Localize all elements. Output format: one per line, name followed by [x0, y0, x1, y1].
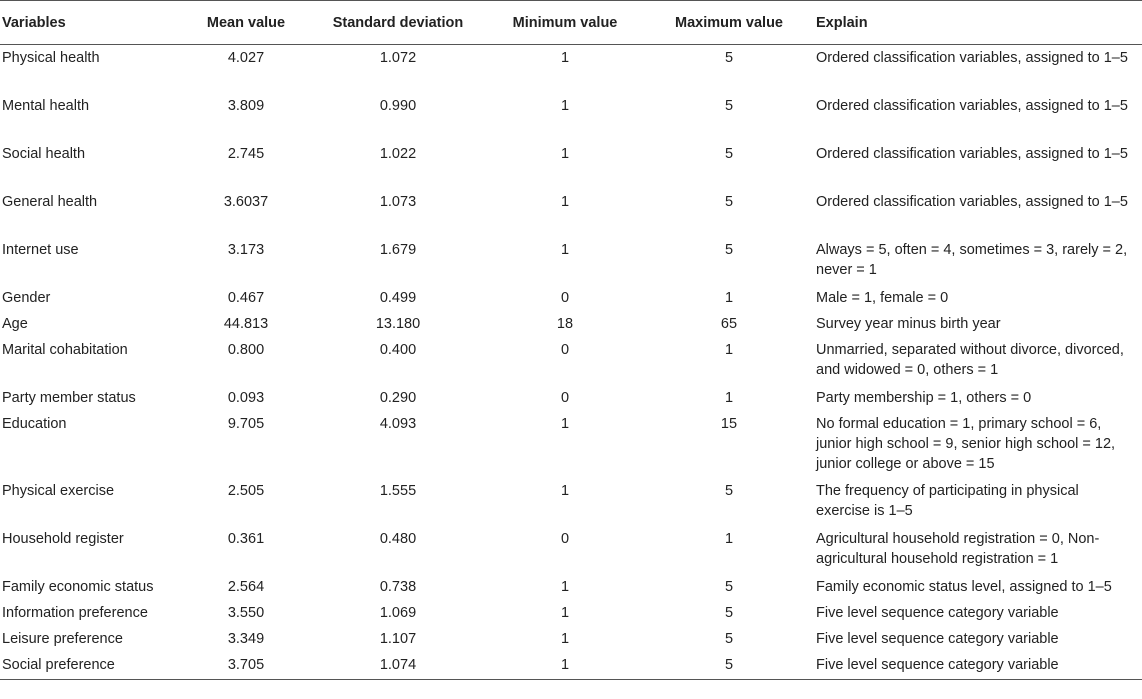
table-row	[0, 526, 1142, 574]
sd-cell: 0.738	[379, 578, 417, 595]
table-row	[0, 411, 1142, 478]
mean-cell: 3.809	[227, 97, 265, 114]
variable-cell: General health	[2, 193, 98, 210]
explain-cell: Always = 5, often = 4, sometimes = 3, rarely = 2, never = 1	[816, 241, 1128, 278]
mean-cell: 9.705	[227, 415, 265, 432]
table-body	[0, 45, 1142, 680]
min-cell: 0	[560, 341, 570, 358]
min-cell: 18	[556, 315, 574, 332]
variable-cell: Age	[2, 315, 28, 332]
header-minimum-value: Minimum value	[484, 1, 646, 45]
variable-cell: Information preference	[2, 604, 148, 621]
mean-cell: 4.027	[227, 50, 265, 66]
table-row	[0, 311, 1142, 337]
table-row	[0, 337, 1142, 385]
max-cell: 15	[720, 415, 738, 432]
explain-cell: Five level sequence category variable	[816, 604, 1059, 621]
sd-cell: 0.499	[379, 289, 417, 306]
max-cell: 5	[724, 97, 734, 114]
variable-cell: Mental health	[2, 97, 90, 114]
header-explain: Explain	[812, 1, 1142, 45]
header-variables: Variables	[0, 1, 180, 45]
mean-cell: 2.745	[227, 145, 265, 162]
mean-cell: 44.813	[223, 315, 269, 332]
mean-cell: 2.505	[227, 482, 265, 499]
sd-cell: 13.180	[375, 315, 421, 332]
max-cell: 1	[724, 389, 734, 406]
sd-cell: 1.073	[379, 193, 417, 210]
explain-cell: Five level sequence category variable	[812, 652, 1142, 680]
min-cell: 0	[560, 530, 570, 547]
min-cell: 0	[560, 389, 570, 406]
sd-cell: 1.107	[379, 630, 417, 647]
mean-cell: 0.093	[227, 389, 265, 406]
table-header	[0, 1, 1142, 45]
min-cell: 1	[560, 630, 570, 647]
sd-cell: 1.072	[379, 50, 417, 66]
variable-cell: Party member status	[2, 389, 136, 406]
header-standard-deviation: Standard deviation	[312, 1, 484, 45]
variable-cell: Gender	[2, 289, 51, 306]
variable-cell: Internet use	[2, 241, 79, 258]
explain-cell: The frequency of participating in physical exercise is 1–5	[816, 482, 1079, 519]
mean-cell: 0.800	[227, 341, 265, 358]
variable-cell: Physical exercise	[2, 482, 115, 499]
min-cell: 1	[560, 415, 570, 432]
max-cell: 5	[646, 652, 812, 680]
table-row	[0, 93, 1142, 141]
sd-cell: 1.069	[379, 604, 417, 621]
min-cell: 1	[560, 241, 570, 258]
mean-cell: 3.349	[227, 630, 265, 647]
variable-cell: Marital cohabitation	[2, 341, 128, 358]
max-cell: 5	[724, 241, 734, 258]
table-row	[0, 385, 1142, 411]
variable-cell: Household register	[2, 530, 124, 547]
min-cell: 1	[560, 578, 570, 595]
max-cell: 5	[724, 50, 734, 66]
explain-cell: Ordered classification variables, assigned to 1–5	[816, 50, 1128, 66]
mean-cell: 3.705	[180, 652, 312, 680]
variable-cell: Social preference	[0, 652, 180, 680]
min-cell: 0	[560, 289, 570, 306]
explain-cell: Ordered classification variables, assigned to 1–5	[816, 97, 1128, 114]
header-row	[0, 1, 1142, 45]
max-cell: 5	[724, 578, 734, 595]
table-row	[0, 141, 1142, 189]
table-row	[0, 189, 1142, 237]
table-row	[0, 478, 1142, 526]
mean-cell: 3.173	[227, 241, 265, 258]
sd-cell: 0.400	[379, 341, 417, 358]
table-row	[0, 652, 1142, 680]
table-row	[0, 626, 1142, 652]
explain-cell: No formal education = 1, primary school = 6, junior high school = 9, senior high school = 12, junior college or above = 15	[816, 415, 1116, 472]
sd-cell: 1.679	[379, 241, 417, 258]
table-row	[0, 574, 1142, 600]
explain-cell: Family economic status level, assigned to 1–5	[816, 578, 1112, 595]
explain-cell: Ordered classification variables, assigned to 1–5	[816, 145, 1128, 162]
max-cell: 5	[724, 193, 734, 210]
sd-cell: 1.022	[379, 145, 417, 162]
variable-cell: Leisure preference	[2, 630, 123, 647]
max-cell: 1	[724, 341, 734, 358]
max-cell: 5	[724, 604, 734, 621]
max-cell: 1	[724, 289, 734, 306]
min-cell: 1	[560, 145, 570, 162]
min-cell: 1	[484, 652, 646, 680]
max-cell: 5	[724, 482, 734, 499]
min-cell: 1	[560, 482, 570, 499]
explain-cell: Unmarried, separated without divorce, divorced, and widowed = 0, others = 1	[816, 341, 1124, 378]
sd-cell: 0.990	[379, 97, 417, 114]
max-cell: 5	[724, 630, 734, 647]
table-row	[0, 45, 1142, 93]
table-row	[0, 237, 1142, 285]
explain-cell: Agricultural household registration = 0, Non-agricultural household registration = 1	[816, 530, 1100, 567]
sd-cell: 0.290	[379, 389, 417, 406]
mean-cell: 0.467	[227, 289, 265, 306]
max-cell: 5	[724, 145, 734, 162]
mean-cell: 2.564	[227, 578, 265, 595]
variable-cell: Education	[2, 415, 67, 432]
explain-cell: Ordered classification variables, assigned to 1–5	[816, 193, 1128, 210]
variable-cell: Social health	[2, 145, 86, 162]
explain-cell: Party membership = 1, others = 0	[816, 389, 1032, 406]
explain-cell: Survey year minus birth year	[816, 315, 1001, 332]
table-row	[0, 285, 1142, 311]
explain-cell: Male = 1, female = 0	[816, 289, 949, 306]
header-maximum-value: Maximum value	[646, 1, 812, 45]
max-cell: 65	[720, 315, 738, 332]
sd-cell: 1.555	[379, 482, 417, 499]
sd-cell: 1.074	[312, 652, 484, 680]
min-cell: 1	[560, 604, 570, 621]
min-cell: 1	[560, 193, 570, 210]
mean-cell: 0.361	[227, 530, 265, 547]
max-cell: 1	[724, 530, 734, 547]
sd-cell: 4.093	[379, 415, 417, 432]
mean-cell: 3.550	[227, 604, 265, 621]
table-row	[0, 600, 1142, 626]
variable-cell: Family economic status	[2, 578, 154, 595]
sd-cell: 0.480	[379, 530, 417, 547]
header-mean-value: Mean value	[180, 1, 312, 45]
min-cell: 1	[560, 97, 570, 114]
variable-cell: Physical health	[2, 50, 100, 66]
min-cell: 1	[560, 50, 570, 66]
explain-cell: Five level sequence category variable	[816, 630, 1059, 647]
mean-cell: 3.6037	[223, 193, 269, 210]
